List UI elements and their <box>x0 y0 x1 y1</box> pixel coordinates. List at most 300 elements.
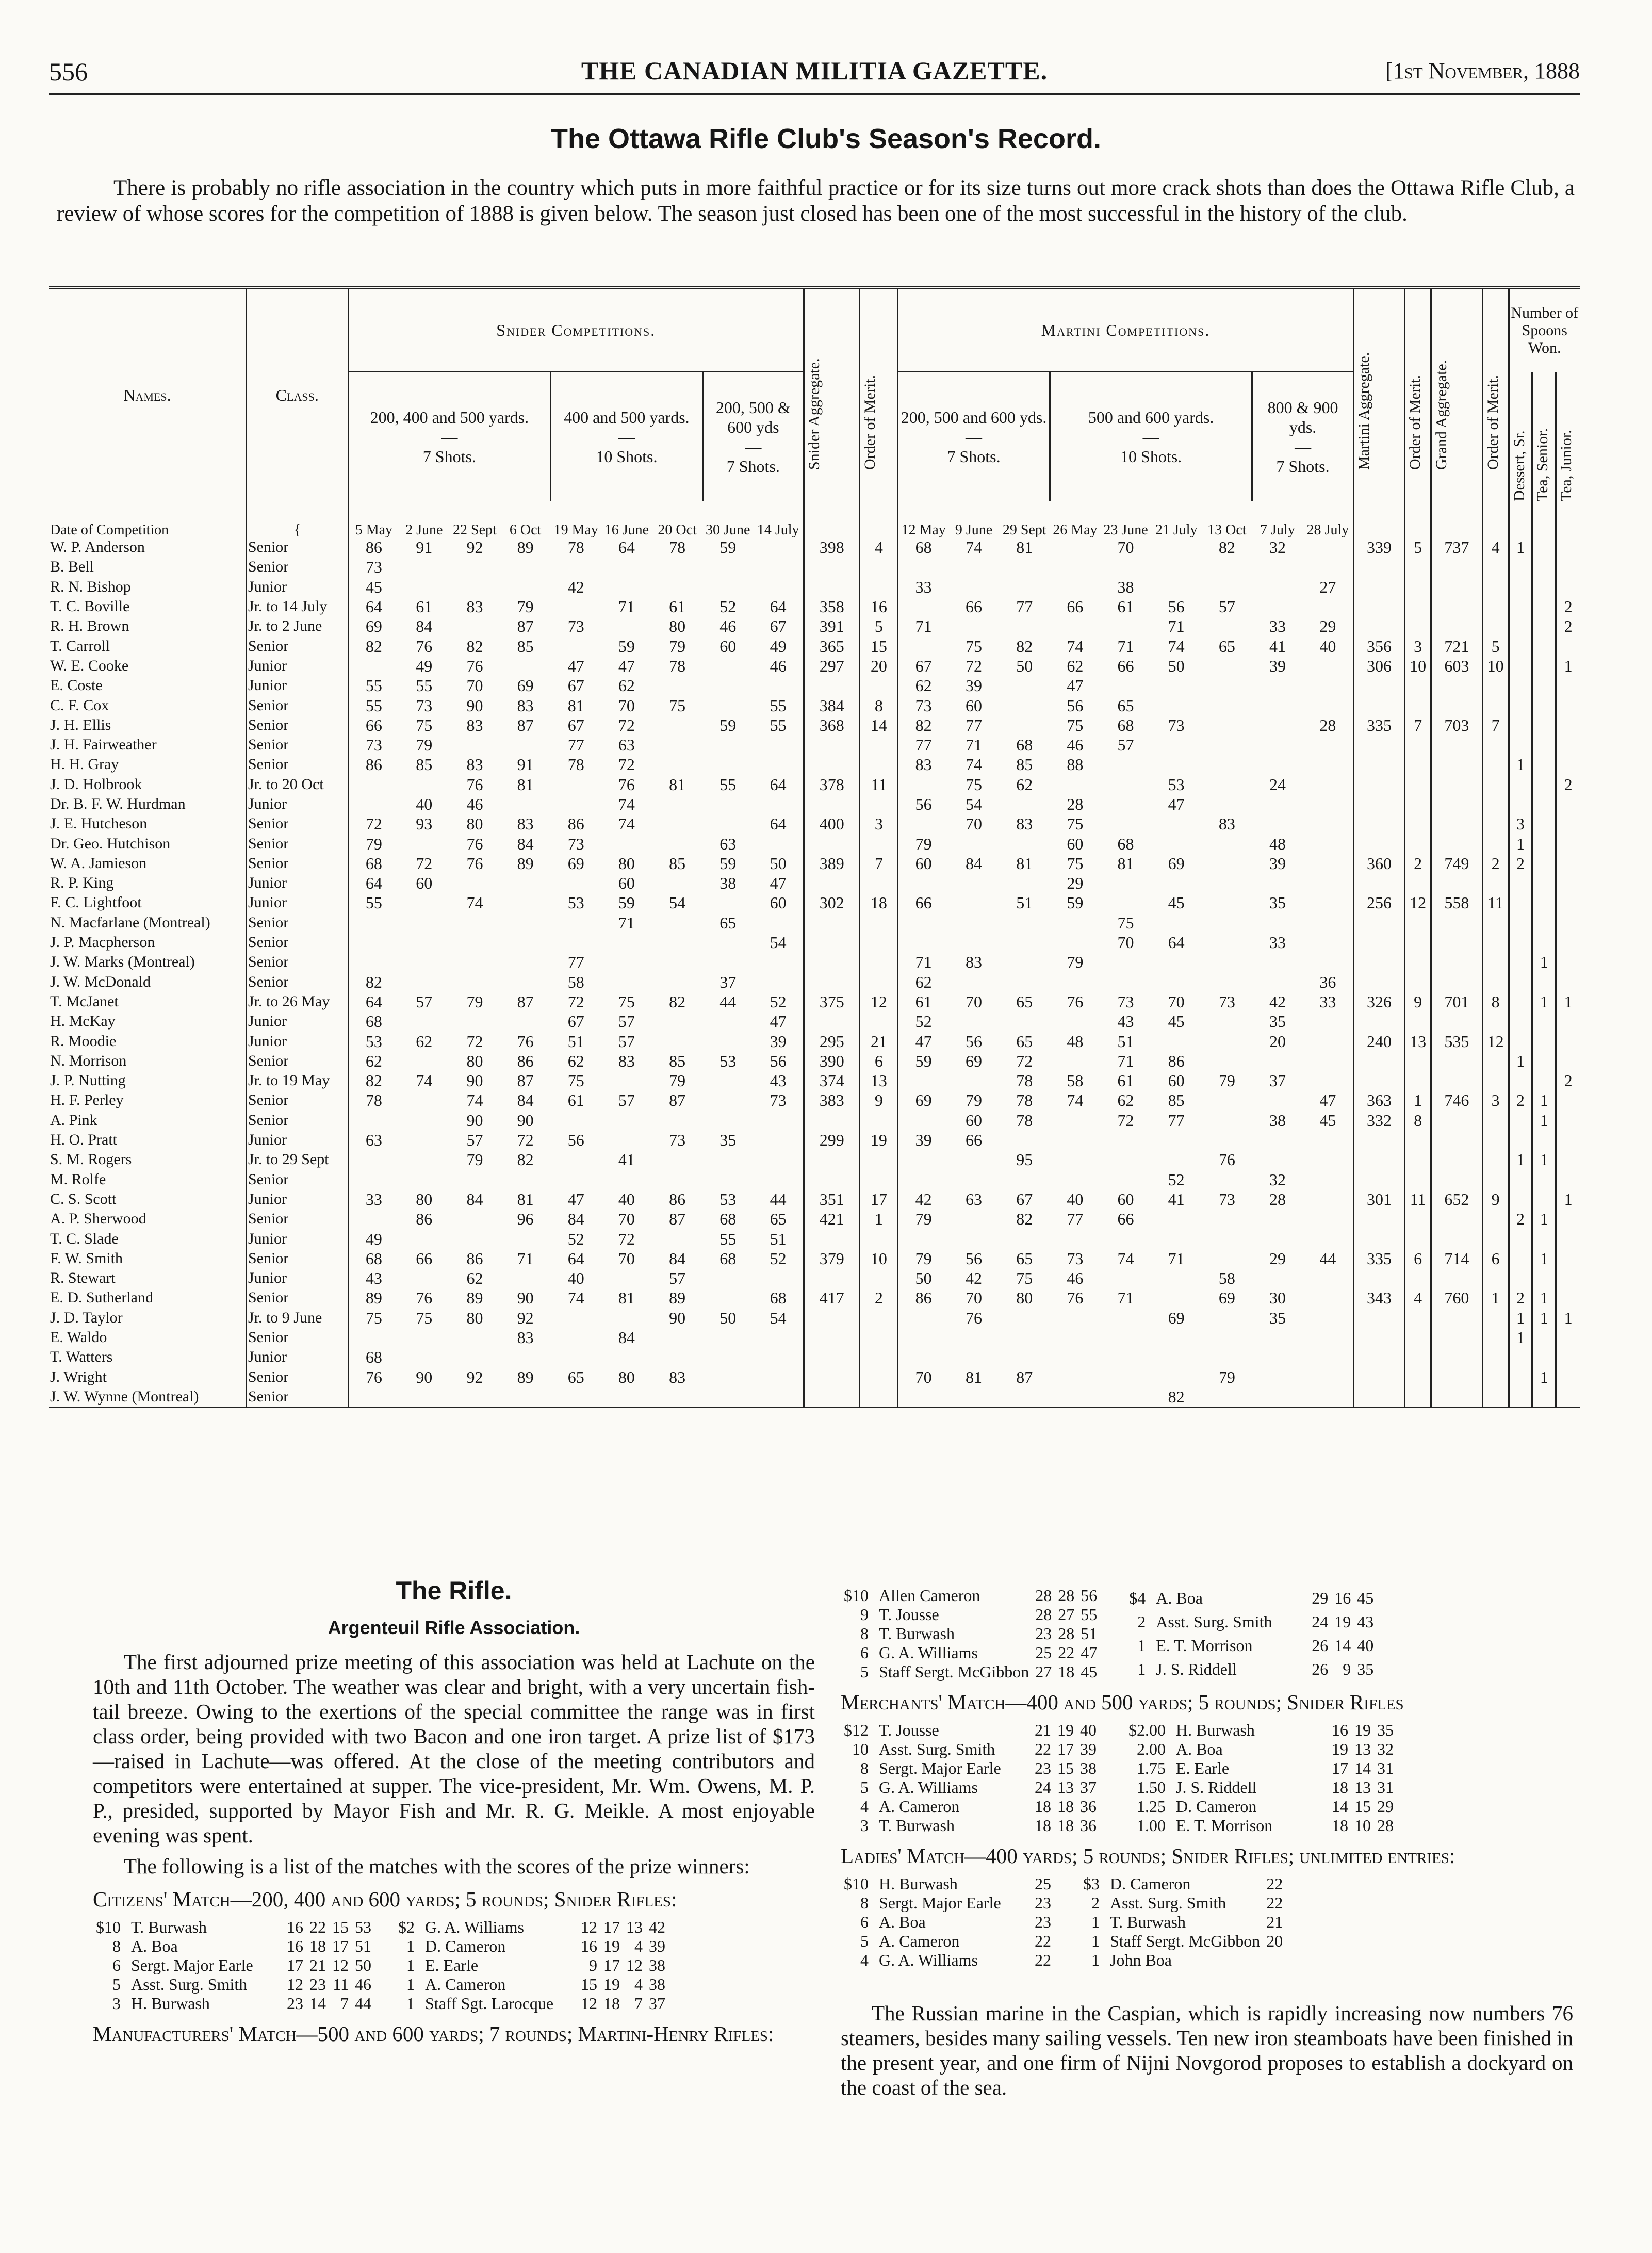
score-cell: 33 <box>1303 992 1353 1011</box>
score-cell: 83 <box>915 755 932 774</box>
score-cell <box>702 1111 753 1130</box>
score-cell <box>1482 1347 1509 1367</box>
score-cell <box>1050 1011 1100 1031</box>
prize-row <box>841 1893 1054 1913</box>
competition-date <box>1532 501 1556 537</box>
score-cell <box>1405 1170 1431 1189</box>
score-cell <box>702 695 753 715</box>
prize-score: 22 <box>1035 1951 1051 1969</box>
score-cell <box>1252 873 1303 893</box>
prize-score: 27 <box>1035 1662 1052 1681</box>
score-cell: 60 <box>618 874 635 893</box>
prize-winner: Staff Sgt. Larocque <box>425 1994 554 2013</box>
score-cell <box>702 735 753 755</box>
score-cell <box>1353 1328 1404 1347</box>
prize-score: 9 <box>1343 1660 1351 1679</box>
prize-row <box>841 1721 1100 1740</box>
score-cell: 81 <box>1016 538 1033 557</box>
score-cell: 67 <box>753 616 804 636</box>
score-cell <box>1353 1308 1404 1328</box>
competitor-class: Senior <box>246 1387 348 1408</box>
competitor-class: Senior <box>246 1090 348 1110</box>
competitor-name: R. Stewart <box>49 1268 246 1288</box>
score-cell: 73 <box>567 834 584 853</box>
prize-score: 46 <box>355 1975 371 1994</box>
score-cell <box>1353 794 1404 814</box>
score-cell <box>1482 1229 1509 1248</box>
prize-score: 21 <box>1266 1913 1283 1931</box>
score-cell: 8 <box>1405 1111 1431 1130</box>
prize-row <box>841 1624 1100 1643</box>
score-cell <box>652 1387 702 1408</box>
score-cell <box>1405 577 1431 597</box>
prize-score: 4 <box>634 1975 643 1994</box>
score-cell <box>1532 972 1556 992</box>
score-cell <box>551 557 601 577</box>
score-cell <box>601 1111 652 1130</box>
score-cell <box>1482 1170 1509 1189</box>
score-cell <box>1303 893 1353 912</box>
score-cell: 67 <box>915 656 932 675</box>
score-cell: 74 <box>1168 636 1185 656</box>
score-cell <box>1482 1268 1509 1288</box>
prize-row <box>395 1994 668 2013</box>
score-cell <box>1509 913 1532 933</box>
score-cell: 60 <box>1117 1189 1134 1209</box>
score-cell: 81 <box>1117 854 1134 873</box>
score-cell <box>948 1347 999 1367</box>
competitor-class: Senior <box>246 537 348 557</box>
score-cell <box>1252 715 1303 735</box>
score-cell: 86 <box>1168 1051 1185 1070</box>
score-cell <box>1050 1150 1100 1169</box>
score-cell: 53 <box>567 893 584 912</box>
score-cell: 558 <box>1431 893 1482 912</box>
score-cell: 64 <box>567 1249 584 1268</box>
score-cell: 81 <box>966 1367 983 1386</box>
score-cell <box>1252 913 1303 933</box>
score-cell: 76 <box>966 1308 983 1327</box>
score-cell <box>1556 1209 1580 1229</box>
score-cell <box>1482 1051 1509 1071</box>
score-cell <box>399 1347 449 1367</box>
prize-score: 19 <box>1354 1721 1371 1739</box>
score-cell: 52 <box>915 1012 932 1031</box>
score-cell: 75 <box>1067 854 1084 873</box>
score-cell: 2 <box>1564 597 1573 616</box>
score-cell <box>1405 775 1431 794</box>
score-cell <box>652 952 702 972</box>
prize-winner: A. Boa <box>131 1937 178 1955</box>
score-cell <box>449 577 500 597</box>
score-cell: 89 <box>466 1288 483 1308</box>
martini-range-2: 500 and 600 yards. <box>1088 408 1214 427</box>
score-cell: 72 <box>365 814 382 834</box>
score-cell: 57 <box>669 1269 686 1288</box>
score-cell <box>551 913 601 933</box>
score-cell <box>1151 1229 1202 1248</box>
score-cell <box>1431 1209 1482 1229</box>
score-cell <box>898 873 948 893</box>
score-cell: 74 <box>966 538 983 557</box>
score-cell: 18 <box>860 893 898 912</box>
score-cell: 59 <box>915 1051 932 1070</box>
competitor-name: A. Pink <box>49 1111 246 1130</box>
score-cell <box>1050 1328 1100 1347</box>
prize-winner: A. Boa <box>1156 1588 1203 1607</box>
score-cell: 72 <box>1016 1051 1033 1070</box>
score-cell: 69 <box>567 854 584 873</box>
score-cell <box>500 972 551 992</box>
competitor-class: Senior <box>246 1249 348 1268</box>
score-cell: 75 <box>669 696 686 715</box>
score-cell: 76 <box>466 854 483 873</box>
prize-score: 40 <box>1357 1636 1374 1655</box>
competitor-row <box>49 1229 1580 1248</box>
score-cell: 59 <box>1067 893 1084 912</box>
score-cell <box>652 577 702 597</box>
competitor-row <box>49 1347 1580 1367</box>
prize-row <box>1125 1816 1397 1835</box>
score-cell <box>1151 695 1202 715</box>
prize-row <box>1125 1759 1397 1778</box>
prize-score: 20 <box>1266 1932 1283 1950</box>
season-record-body <box>49 501 1580 1408</box>
prize-winner: T. Jousse <box>879 1721 939 1739</box>
score-cell <box>348 1111 399 1130</box>
prize-amount: 8 <box>860 1759 869 1777</box>
score-cell <box>1252 952 1303 972</box>
score-cell: 1 <box>1509 755 1532 774</box>
score-cell: 398 <box>804 537 860 557</box>
score-cell <box>1050 1387 1100 1408</box>
prize-amount: 1 <box>1091 1951 1100 1969</box>
score-cell: 40 <box>618 1189 635 1209</box>
score-cell <box>1532 814 1556 834</box>
prize-score: 31 <box>1377 1759 1394 1777</box>
score-cell <box>1303 676 1353 695</box>
score-cell <box>1431 1111 1482 1130</box>
score-cell: 360 <box>1353 854 1404 873</box>
score-cell <box>804 1308 860 1328</box>
competitor-row <box>49 656 1580 676</box>
score-cell: 65 <box>567 1367 584 1386</box>
prize-score: 7 <box>340 1994 349 2013</box>
score-cell: 29 <box>1303 616 1353 636</box>
score-cell: 240 <box>1353 1031 1404 1051</box>
order-merit-header-2: Order of Merit. <box>1406 374 1424 470</box>
score-cell: 66 <box>365 715 382 734</box>
score-cell: 74 <box>966 755 983 774</box>
competition-date: 22 Sept <box>453 522 497 537</box>
score-cell: 67 <box>567 676 584 695</box>
prize-row <box>841 1740 1100 1759</box>
score-cell: 77 <box>1067 1210 1084 1229</box>
competitor-row <box>49 1170 1580 1189</box>
score-cell: 80 <box>416 1189 433 1209</box>
score-cell <box>1532 695 1556 715</box>
score-cell: 45 <box>365 577 382 596</box>
score-cell: 3 <box>1509 814 1532 834</box>
competitor-name: R. N. Bishop <box>49 577 246 597</box>
score-cell <box>1405 1130 1431 1150</box>
score-cell: 59 <box>719 854 737 873</box>
score-cell: 78 <box>669 656 686 675</box>
score-cell: 83 <box>618 1051 635 1070</box>
competitor-name: E. Waldo <box>49 1328 246 1347</box>
score-cell <box>1100 616 1151 636</box>
score-cell <box>399 1051 449 1071</box>
score-cell <box>652 814 702 834</box>
prize-winner: E. Earle <box>1176 1759 1230 1777</box>
score-cell: 1 <box>1532 952 1556 972</box>
score-cell: 78 <box>365 1091 382 1110</box>
score-cell <box>1050 557 1100 577</box>
prize-score: 18 <box>1057 1797 1074 1816</box>
score-cell <box>753 913 804 933</box>
prize-amount: 1 <box>1137 1660 1146 1679</box>
argenteuil-paragraph: The first adjourned prize meeting of this association was held at Lachute on the 10th and 11th October. The weather was clear and bright, with a very uncertain fish-tail breeze. Owing to the exertions of the special committee the range was in first class order, being provided with two Bacon and one iron target. A prize list of $173—raised in Lachute—was offered. At the close of the meeting contributors and competitors were entertained at supper. The vice-president, Mr. Wm. Owens, M. P. P., presided, supported by Mayor Fish and Mr. R. G. Meikle. A most enjoyable evening was spent. <box>93 1650 815 1847</box>
score-cell <box>1431 1268 1482 1288</box>
score-cell <box>1252 1051 1303 1071</box>
competitor-name: J. W. Wynne (Montreal) <box>49 1387 246 1408</box>
score-cell: 82 <box>669 992 686 1011</box>
score-cell: 20 <box>1269 1032 1286 1051</box>
score-cell: 42 <box>915 1189 932 1209</box>
score-cell <box>652 1328 702 1347</box>
prize-winner: Asst. Surg. Smith <box>1156 1612 1272 1631</box>
score-cell <box>1405 814 1431 834</box>
score-cell: 41 <box>618 1150 635 1169</box>
score-cell <box>399 577 449 597</box>
score-cell: 68 <box>719 1210 737 1229</box>
score-cell: 74 <box>567 1288 584 1308</box>
score-cell: 75 <box>1016 1269 1033 1288</box>
competitor-name: T. C. Slade <box>49 1229 246 1248</box>
score-cell: 21 <box>860 1031 898 1051</box>
score-cell <box>999 1328 1050 1347</box>
competition-date <box>1556 501 1580 537</box>
prize-winner: T. Burwash <box>131 1918 207 1936</box>
competitor-row <box>49 814 1580 834</box>
score-cell: 70 <box>966 1288 983 1308</box>
score-cell <box>449 1387 500 1408</box>
score-cell <box>500 1347 551 1367</box>
score-cell <box>753 794 804 814</box>
snider-aggregate-header: Snider Aggregate. <box>806 358 823 470</box>
prize-score: 35 <box>1357 1660 1374 1679</box>
snider-shots-3: 7 Shots. <box>726 457 780 476</box>
score-cell <box>1353 775 1404 794</box>
score-cell <box>1431 755 1482 774</box>
score-cell: 81 <box>618 1288 635 1308</box>
prize-row <box>841 1932 1054 1951</box>
competitor-row <box>49 1387 1580 1408</box>
score-cell <box>1431 597 1482 616</box>
score-cell <box>500 873 551 893</box>
score-cell <box>399 775 449 794</box>
competitor-row <box>49 1111 1580 1130</box>
score-cell <box>1202 834 1252 853</box>
score-cell <box>1509 676 1532 695</box>
score-cell <box>1532 1229 1556 1248</box>
prize-winner: Staff Sergt. McGibbon <box>1110 1932 1261 1950</box>
score-cell <box>1556 735 1580 755</box>
score-cell <box>1100 1268 1151 1288</box>
prize-winner: A. Cameron <box>879 1932 960 1950</box>
score-cell <box>702 656 753 676</box>
score-cell <box>1353 1347 1404 1367</box>
prize-amount: $2 <box>398 1918 415 1936</box>
score-cell <box>652 715 702 735</box>
score-cell <box>1151 1367 1202 1386</box>
score-cell <box>500 656 551 676</box>
score-cell: 84 <box>618 1328 635 1347</box>
score-cell <box>948 873 999 893</box>
score-cell <box>1151 952 1202 972</box>
score-cell: 256 <box>1353 893 1404 912</box>
date-brace: { <box>246 501 348 537</box>
score-cell: 56 <box>966 1032 983 1051</box>
score-cell <box>804 913 860 933</box>
score-cell <box>601 952 652 972</box>
score-cell: 63 <box>618 736 635 755</box>
competitor-name: T. Carroll <box>49 636 246 656</box>
prize-score: 16 <box>287 1918 303 1936</box>
score-cell: 47 <box>915 1032 932 1051</box>
score-cell: 1 <box>1405 1090 1431 1110</box>
prize-winner: T. Burwash <box>879 1624 955 1643</box>
score-cell <box>399 1328 449 1347</box>
score-cell <box>1202 913 1252 933</box>
score-cell <box>948 1209 999 1229</box>
prize-amount: 1 <box>406 1975 415 1994</box>
prize-score: 22 <box>309 1918 326 1936</box>
score-cell: 70 <box>966 814 983 834</box>
score-cell: 39 <box>1269 656 1286 675</box>
score-cell: 73 <box>1067 1249 1084 1268</box>
prize-score: 51 <box>355 1937 371 1955</box>
score-cell: 60 <box>416 874 433 893</box>
score-cell <box>1050 1051 1100 1071</box>
prize-score: 24 <box>1312 1612 1329 1631</box>
score-cell: 12 <box>1482 1031 1509 1051</box>
competitor-row <box>49 1249 1580 1268</box>
score-cell: 358 <box>804 597 860 616</box>
score-cell <box>1509 992 1532 1011</box>
citizens-match-heading: Citizens' Match—200, 400 and 600 yards; 5 rounds; Snider Rifles: <box>93 1887 677 1911</box>
score-cell <box>860 755 898 774</box>
score-cell: 68 <box>719 1249 737 1268</box>
prize-row <box>1126 1586 1377 1610</box>
score-cell <box>1202 1347 1252 1367</box>
score-cell <box>1482 1111 1509 1130</box>
names-header: Names. <box>49 288 246 502</box>
prize-amount: 2 <box>1137 1612 1146 1631</box>
score-cell <box>399 1090 449 1110</box>
competitor-name: N. Morrison <box>49 1051 246 1071</box>
score-cell: 71 <box>1168 1249 1185 1268</box>
competitor-name: A. P. Sherwood <box>49 1209 246 1229</box>
competitor-row <box>49 616 1580 636</box>
score-cell: 7 <box>860 854 898 873</box>
prize-amount: $10 <box>844 1874 869 1893</box>
score-cell <box>999 1229 1050 1248</box>
score-cell: 89 <box>517 538 534 557</box>
competition-date: 13 Oct <box>1207 522 1247 537</box>
score-cell: 79 <box>517 597 534 616</box>
score-cell <box>1556 1111 1580 1130</box>
prize-winner: G. A. Williams <box>425 1918 524 1936</box>
competitor-class: Senior <box>246 972 348 992</box>
prize-amount: 1 <box>1137 1636 1146 1655</box>
score-cell: 760 <box>1431 1288 1482 1308</box>
score-cell: 1 <box>1482 1288 1509 1308</box>
score-cell <box>399 913 449 933</box>
score-cell <box>1252 735 1303 755</box>
competitor-name: Dr. B. F. W. Hurdman <box>49 794 246 814</box>
score-cell: 46 <box>719 617 737 636</box>
score-cell <box>860 1011 898 1031</box>
right-column <box>841 1586 1573 2106</box>
prize-score: 25 <box>1035 1643 1052 1662</box>
score-cell: 60 <box>719 636 737 656</box>
score-cell: 62 <box>618 676 635 695</box>
prize-score: 28 <box>1035 1586 1052 1605</box>
score-cell: 61 <box>669 597 686 616</box>
score-cell <box>702 1150 753 1169</box>
score-cell: 68 <box>915 538 932 557</box>
prize-amount: $2.00 <box>1128 1721 1166 1739</box>
score-cell: 10 <box>1405 656 1431 676</box>
score-cell <box>652 676 702 695</box>
score-cell: 85 <box>669 854 686 873</box>
score-cell: 80 <box>466 1308 483 1327</box>
score-cell: 365 <box>804 636 860 656</box>
score-cell: 92 <box>517 1308 534 1327</box>
competitor-class: Junior <box>246 1347 348 1367</box>
competitor-class: Senior <box>246 913 348 933</box>
score-cell: 71 <box>1168 617 1185 636</box>
score-cell <box>1405 834 1431 853</box>
score-cell: 389 <box>804 854 860 873</box>
score-cell: 47 <box>1303 1090 1353 1110</box>
score-cell <box>652 1031 702 1051</box>
score-cell <box>1556 1328 1580 1347</box>
score-cell <box>999 557 1050 577</box>
score-cell <box>1151 735 1202 755</box>
prize-row <box>841 1778 1100 1797</box>
score-cell: 16 <box>860 597 898 616</box>
prize-score: 43 <box>1357 1612 1374 1631</box>
score-cell <box>1405 1347 1431 1367</box>
competitor-class: Junior <box>246 1031 348 1051</box>
prize-score: 13 <box>626 1918 643 1936</box>
score-cell <box>702 676 753 695</box>
score-cell <box>1431 557 1482 577</box>
score-cell <box>1050 1229 1100 1248</box>
score-cell <box>1509 794 1532 814</box>
score-cell <box>449 933 500 952</box>
prize-score: 28 <box>1058 1586 1075 1605</box>
score-cell: 42 <box>966 1269 983 1288</box>
prize-score: 22 <box>1035 1740 1051 1758</box>
prize-winner: H. Burwash <box>879 1874 958 1893</box>
score-cell <box>1151 972 1202 992</box>
competition-date: 7 July <box>1260 522 1295 537</box>
prize-amount: 1 <box>406 1937 415 1955</box>
score-cell <box>1431 1367 1482 1386</box>
